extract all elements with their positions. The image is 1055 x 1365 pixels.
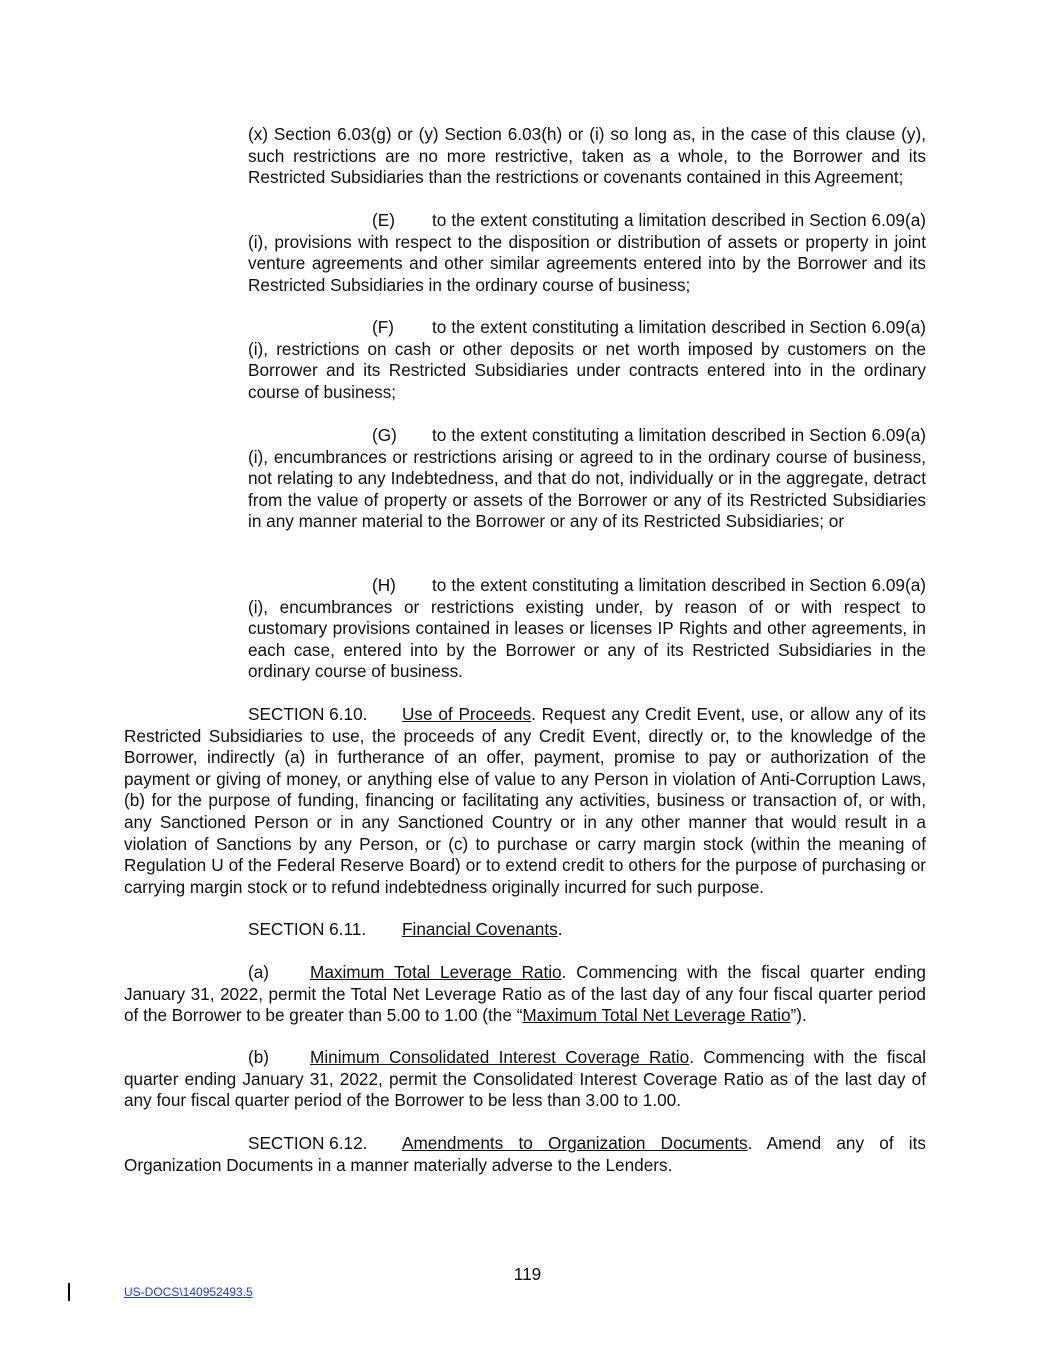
clause-g <box>248 425 926 533</box>
paragraph-text: (x) Section 6.03(g) or (y) Section 6.03(h) or (i) so long as, in the case of this clause (y), such restrictions are no more restrictive, taken as a whole, to the Borrower and its Restricted Subsidiaries than the restrictions or covenants contained in this Agreement; <box>248 124 926 188</box>
clause-text: to the extent constituting a limitation described in Section 6.09(a)(i), encumbrances or restrictions existing under, by reason of or with respect to customary provisions contained in leases or licenses IP Rights and other agreements, in each case, entered into by the Borrower or any of its Restricted Subsidiaries in the ordinary course of business. <box>248 575 926 682</box>
subsection-text: . Commencing with the fiscal quarter ending January 31, 2022, permit the Total Net Leverage Ratio as of the last day of any four fiscal quarter period of the Borrower to be greater than 5.00 to 1.00 (the “ <box>124 962 926 1026</box>
subsection-label: (a) <box>248 962 270 982</box>
clause-e <box>248 210 926 296</box>
section-title: Use of Proceeds <box>402 704 532 724</box>
section-6-10 <box>124 704 926 898</box>
subsection-b <box>124 1047 926 1112</box>
clause-label: (F) <box>372 317 394 337</box>
clause-h <box>248 575 926 683</box>
subsection-tail: ”). <box>790 1005 807 1026</box>
section-text: . <box>557 919 563 939</box>
document-id-link[interactable]: US-DOCS\140952493.5 <box>124 1285 253 1299</box>
clause-label: (H) <box>372 575 396 595</box>
clause-label: (G) <box>372 425 397 445</box>
section-text: . Amend any of its Organization Documents in a manner materially adverse to the Lenders. <box>124 1133 926 1175</box>
subsection-a <box>124 962 926 1027</box>
section-label: SECTION 6.11. <box>248 919 367 939</box>
section-6-11 <box>124 919 926 941</box>
clause-text: to the extent constituting a limitation described in Section 6.09(a)(i), provisions with respect to the disposition or distribution of assets or property in joint venture agreements and other similar agreements entered into by the Borrower and its Restricted Subsidiaries in the ordinary course of business; <box>248 210 926 295</box>
defined-term: Maximum Total Net Leverage Ratio <box>522 1005 791 1026</box>
subsection-text: . Commencing with the fiscal quarter ending January 31, 2022, permit the Consolidated Interest Coverage Ratio as of the last day of any four fiscal quarter period of the Borrower to be less than 3.00 to 1.00. <box>124 1047 927 1111</box>
section-label: SECTION 6.12. <box>248 1133 368 1153</box>
section-title: Financial Covenants <box>402 919 558 939</box>
subsection-label: (b) <box>248 1047 270 1067</box>
subsection-title: Maximum Total Leverage Ratio <box>310 962 562 982</box>
paragraph-continuation <box>248 124 926 189</box>
change-bar <box>68 1283 70 1301</box>
page-number: 119 <box>513 1264 542 1284</box>
clause-text: to the extent constituting a limitation described in Section 6.09(a)(i), encumbrances or restrictions arising or agreed to in the ordinary course of business, not relating to any Indebtedness, and that do not, individually or in the aggregate, detract from the value of property or assets of the Borrower or any of its Restricted Subsidiaries in any manner material to the Borrower or any of its Restricted Subsidiaries; or <box>248 425 926 532</box>
clause-label: (E) <box>372 210 395 230</box>
section-6-12 <box>124 1133 926 1176</box>
clause-text: to the extent constituting a limitation described in Section 6.09(a)(i), restrictions on cash or other deposits or net worth imposed by customers on the Borrower and its Restricted Subsidiaries under contracts entered into in the ordinary course of business; <box>248 317 926 402</box>
section-text: . Request any Credit Event, use, or allow any of its Restricted Subsidiaries to use, the proceeds of any Credit Event, directly or, to the knowledge of the Borrower, indirectly (a) in furtherance of an offer, payment, promise to pay or authorization of the payment or giving of money, or anything else of value to any Person in violation of Anti-Corruption Laws, (b) for the purpose of funding, financing or facilitating any activities, business or transaction of, or with, any Sanctioned Person or in any Sanctioned Country or in any other manner that would result in a violation of Sanctions by any Person, or (c) to purchase or carry margin stock (within the meaning of Regulation U of the Federal Reserve Board) or to extend credit to others for the purpose of purchasing or carrying margin stock or to refund indebtedness originally incurred for such purpose. <box>124 704 927 897</box>
clause-f <box>248 317 926 403</box>
section-title: Amendments to Organization Documents <box>402 1133 748 1153</box>
subsection-title: Minimum Consolidated Interest Coverage Ratio <box>310 1047 690 1067</box>
section-label: SECTION 6.10. <box>248 704 368 724</box>
